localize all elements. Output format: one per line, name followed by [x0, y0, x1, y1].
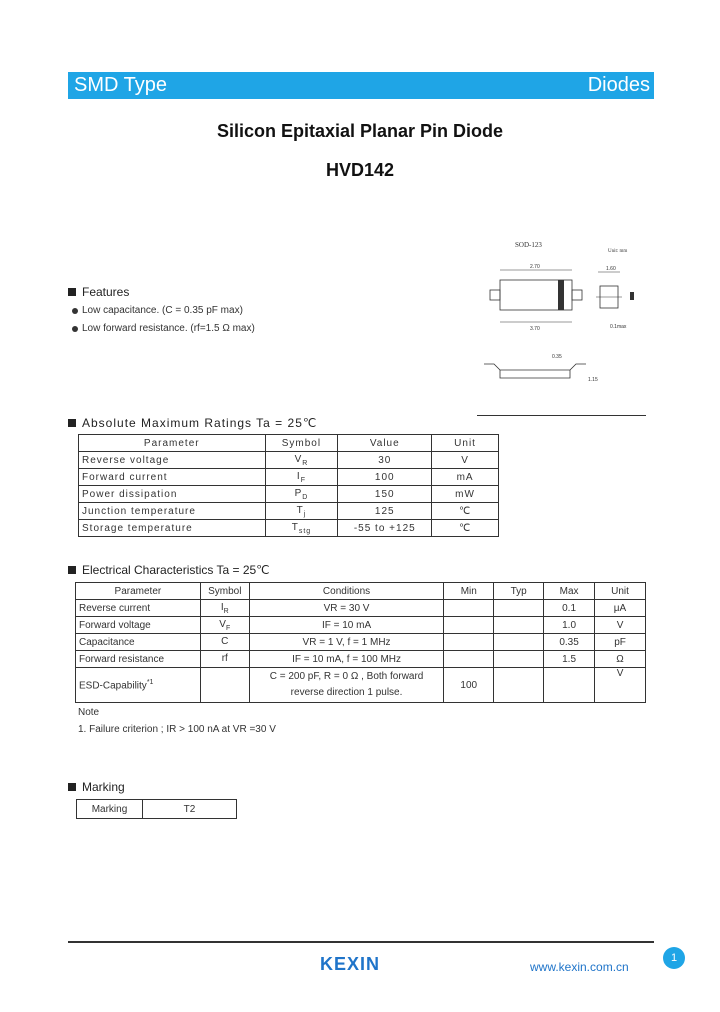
- bullet-square-icon: [68, 566, 76, 574]
- bullet-dot-icon: [72, 326, 78, 332]
- feature-item: Low forward resistance. (rf=1.5 Ω max): [72, 323, 255, 334]
- divider: [477, 415, 646, 416]
- header-bar: [68, 72, 654, 99]
- note-label: Note: [78, 707, 100, 718]
- page-title: Silicon Epitaxial Planar Pin Diode: [216, 121, 504, 141]
- table-row: Capacitance C VR = 1 V, f = 1 MHz 0.35 pF: [76, 634, 646, 651]
- elec-heading: Electrical Characteristics Ta = 25℃: [68, 563, 270, 577]
- table-row: Forward resistance rf IF = 10 mA, f = 100 MHz 1.5 Ω: [76, 651, 646, 668]
- table-row: Power dissipation $P_D$ 150 mW: [79, 486, 499, 503]
- dim-body-width: 1.60: [606, 266, 616, 272]
- part-number: HVD142: [325, 160, 395, 180]
- dim-lead-tolerance: 0.1max: [610, 324, 627, 330]
- table-row: Forward current $I_F$ 100 mA: [79, 469, 499, 486]
- feature-item: Low capacitance. (C = 0.35 pF max): [72, 305, 243, 316]
- features-heading: Features: [68, 285, 129, 299]
- bullet-dot-icon: [72, 308, 78, 314]
- table-row: Reverse voltage $V_R$ 30 V: [79, 452, 499, 469]
- table-row: Marking T2: [77, 800, 237, 819]
- note-text: 1. Failure criterion ; IR > 100 nA at VR =30 V: [78, 724, 276, 735]
- table-row: Storage temperature $T_{stg}$ -55 to +125 ℃: [79, 520, 499, 537]
- table-row: Reverse current $I_R$ VR = 30 V 0.1 μA: [76, 600, 646, 617]
- table-row: ESD-Capability$^{*1}$ C = 200 pF, R = 0 Ω , Both forward reverse direction 1 pulse. 100 V: [76, 668, 646, 703]
- header-type: Diodes: [587, 74, 650, 96]
- dim-body-length: 2.70: [530, 264, 540, 270]
- footer-url[interactable]: www.kexin.com.cn: [530, 960, 629, 974]
- bullet-square-icon: [68, 783, 76, 791]
- elec-table: [75, 582, 646, 703]
- table-header-row: Parameter Symbol Conditions Min Typ Max Unit: [76, 583, 646, 600]
- package-outline-drawing: [470, 236, 646, 396]
- header-category: SMD Type: [74, 74, 167, 96]
- package-name: SOD-123: [515, 241, 542, 249]
- abs-max-table: [78, 434, 499, 537]
- marking-heading: Marking: [68, 780, 125, 794]
- footer-rule: [68, 941, 654, 943]
- table-header-row: Parameter Symbol Value Unit: [79, 435, 499, 452]
- page-number: 1: [663, 947, 685, 969]
- bullet-square-icon: [68, 419, 76, 427]
- marking-table: [76, 799, 237, 819]
- table-row: Junction temperature $T_j$ 125 ℃: [79, 503, 499, 520]
- dim-height: 1.15: [588, 377, 598, 383]
- abs-max-heading: Absolute Maximum Ratings Ta = 25℃: [68, 416, 317, 430]
- kexin-logo: KEXIN: [320, 954, 381, 974]
- package-unit-label: Unit: mm: [608, 249, 628, 254]
- table-row: Forward voltage $V_F$ IF = 10 mA 1.0 V: [76, 617, 646, 634]
- dim-lead-thickness: 0.35: [552, 354, 562, 360]
- dim-total-length: 3.70: [530, 326, 540, 332]
- bullet-square-icon: [68, 288, 76, 296]
